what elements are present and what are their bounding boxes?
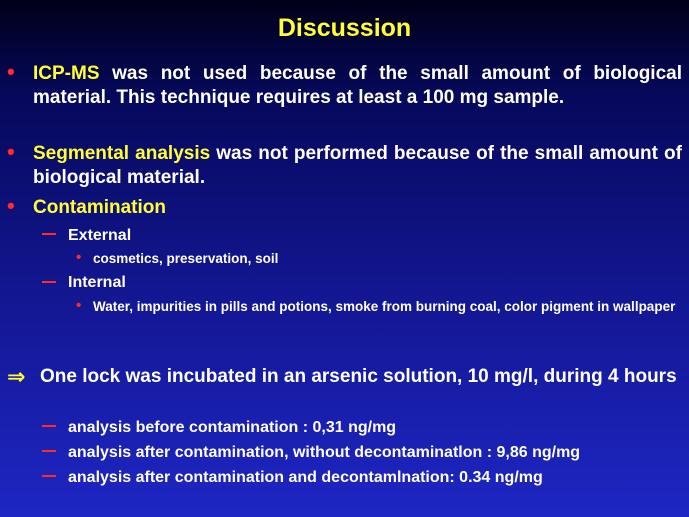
experiment-statement [33,365,682,389]
result-item: analysis before contamination : 0,31 ng/mg [68,419,397,436]
experiment-statement-text: One lock was incubated in an arsenic solution, 10 mg/l, during 4 hours [40,366,677,387]
result-item: analysis after contamination and decontamlnation: 0.34 ng/mg [68,469,543,486]
bullet-dot-icon: • [7,139,15,164]
sub-bullet-dot-icon: • [76,249,82,266]
bullet-highlight: ICP-MS [33,63,100,84]
bullet-highlight: Contamination [33,197,166,218]
sub-item-external: External [68,227,132,244]
dash-icon [42,450,56,452]
sub-item-internal: Internal [68,274,126,291]
result-item: analysis after contamination, without decontaminatlon : 9,86 ng/mg [68,444,581,461]
bullet-text: was not performed because of the small amount of biological material. [33,143,682,188]
bullet-highlight: Segmental analysis [33,143,211,164]
slide-title: Discussion [277,14,412,42]
internal-detail: Water, impurities in pills and potions, smoke from burning coal, color pigment in wallpaper [93,299,676,314]
dash-icon [42,281,56,283]
dash-icon [42,233,56,235]
bullet-contamination [33,196,682,220]
sub-bullet-dot-icon: • [76,297,82,314]
external-detail: cosmetics, preservation, soil [93,251,279,266]
bullet-icp-ms [33,62,682,109]
implies-arrow-icon: ⇒ [7,364,26,389]
dash-icon [42,425,56,427]
bullet-dot-icon: • [7,59,15,84]
bullet-dot-icon: • [7,193,15,218]
dash-icon [42,475,56,477]
bullet-text: was not used because of the small amount of biological material. This technique requires at least a 100 mg sample. [33,63,682,108]
bullet-segmental-analysis [33,142,682,189]
